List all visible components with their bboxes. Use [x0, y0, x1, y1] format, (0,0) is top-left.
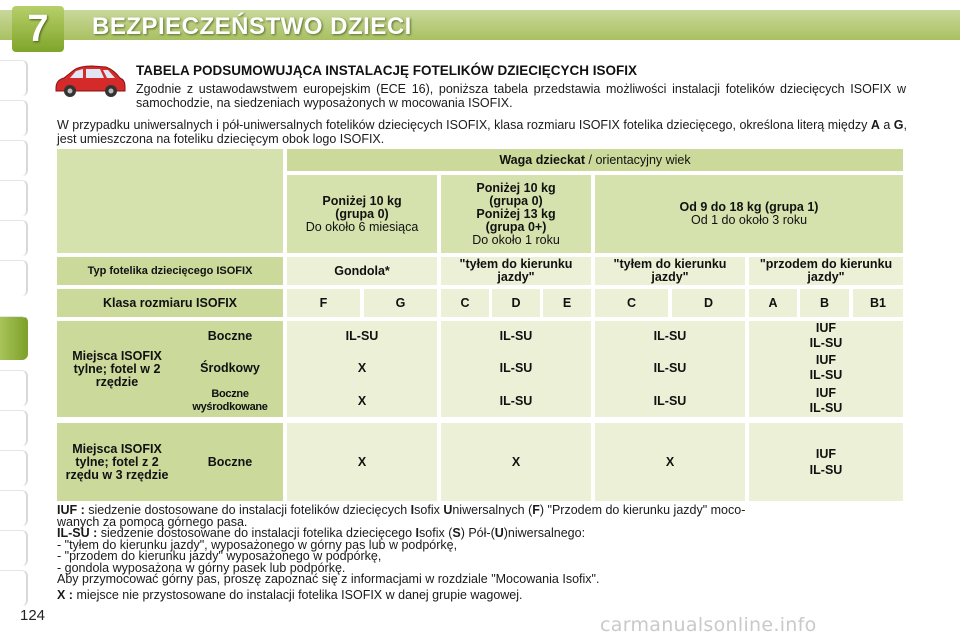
r3-d-iuf: IUF [815, 447, 837, 461]
legend-iuf-text-4: ) "Przodem do kierunku jazdy" moco- [539, 503, 746, 517]
class-g: G [364, 289, 437, 317]
legend-ilsu-key: IL-SU : [57, 526, 98, 540]
row3-label: Miejsca ISOFIX tylne; fotel z 2 rzędu w 3 rzędzie [57, 423, 177, 501]
side-tab-4[interactable] [0, 180, 28, 216]
row2-label: Miejsca ISOFIX tylne; fotel w 2 rzędzie [57, 321, 177, 417]
weight-header-rest: / orientacyjny wiek [585, 152, 691, 167]
class-a: A [749, 289, 797, 317]
class-f: F [287, 289, 360, 317]
class-b1: B1 [853, 289, 903, 317]
r2-center-a: X [357, 360, 367, 375]
side-tab-5[interactable] [0, 220, 28, 256]
r2-center-b: IL-SU [499, 360, 533, 375]
legend-ilsu-text-2: sofix ( [419, 526, 453, 540]
row3-seat: Boczne [177, 423, 283, 501]
chapter-side-tabs [0, 60, 30, 620]
type-gondola: Gondola* [287, 257, 437, 285]
r2-side-d-iuf: IUF [815, 321, 837, 335]
weight-header-bold: Waga dzieckat [499, 152, 586, 167]
group-a-line-2: (grupa 0) [335, 206, 389, 221]
side-tab-9[interactable] [0, 410, 28, 446]
para-mid: a [879, 118, 894, 132]
side-tab-7-active[interactable] [0, 316, 28, 360]
group-b-line-2: (grupa 0) [489, 193, 543, 208]
chapter-title: BEZPIECZEŃSTWO DZIECI [92, 13, 412, 40]
group-b-line-1: Poniżej 10 kg [476, 180, 556, 195]
r3-c: X [595, 423, 745, 501]
r2-center-d [749, 353, 903, 383]
side-tab-10[interactable] [0, 450, 28, 486]
side-tab-1[interactable] [0, 60, 28, 96]
para-letter-g: G [893, 118, 904, 132]
r2-sidecenter-c: IL-SU [653, 393, 687, 408]
legend-bullet-1: - "tyłem do kierunku jazdy", wyposażonego w górny pas lub w podpórkę, [57, 537, 458, 552]
r3-d [749, 423, 903, 501]
legend-iuf-text-2: sofix [414, 503, 444, 517]
group-c-line-2: Od 1 do około 3 roku [690, 213, 808, 227]
type-label: Typ fotelika dziecięcego ISOFIX [57, 257, 283, 285]
class-e: E [543, 289, 591, 317]
legend-bullet-3: - gondola wyposażona w górny pasek lub podpórkę. [57, 560, 346, 575]
type-rear-facing-1: "tyłem do kierunku jazdy" [441, 257, 591, 285]
legend-note: Aby przymocować górny pas, proszę zapoznać się z informacjami w rozdziale "Mocowania Isofix". [57, 572, 600, 586]
group-a-line-3: Do około 6 miesiąca [305, 219, 419, 234]
group-c-line-1: Od 9 do 18 kg (grupa 1) [679, 200, 819, 214]
r2-side-b: IL-SU [499, 328, 533, 343]
side-tab-6[interactable] [0, 260, 28, 296]
side-tab-2[interactable] [0, 100, 28, 136]
legend-bullet-2: - "przodem do kierunku jazdy" wyposażonego w podpórkę, [57, 549, 382, 563]
r2-sidecenter-b: IL-SU [499, 393, 533, 408]
legend-iuf-key: IUF : [57, 503, 85, 517]
type-forward-facing: "przodem do kierunku jazdy" [749, 257, 903, 285]
class-d-1: D [492, 289, 540, 317]
r2-sidecenter-d [749, 385, 903, 417]
legend-ilsu-text-4: )niwersalnego: [503, 526, 586, 540]
legend [57, 505, 907, 601]
seat-side-center: Boczne wyśrodkowane [192, 388, 268, 413]
group-header-c [595, 175, 903, 253]
legend-iuf-text-3: niwersalnych ( [452, 503, 533, 517]
legend-ilsu-text-1: siedzenie dostosowane do instalacji fotelika dziecięcego [97, 526, 416, 540]
weight-header [287, 149, 903, 171]
seat-center: Środkowy [200, 360, 260, 375]
chapter-badge: 7 [12, 6, 64, 52]
para-letter-a: A [870, 118, 880, 132]
r3-b: X [441, 423, 591, 501]
r2-sidecenter-d-ilsu: IL-SU [809, 401, 843, 415]
side-tab-11[interactable] [0, 490, 28, 526]
isofix-class-paragraph [57, 118, 907, 146]
side-tab-13[interactable] [0, 570, 28, 606]
r2-center-d-iuf: IUF [815, 353, 837, 367]
legend-iuf-i: I [410, 503, 415, 517]
table-corner [57, 149, 283, 253]
watermark: carmanualsonline.info [600, 614, 817, 636]
class-label: Klasa rozmiaru ISOFIX [57, 289, 283, 317]
legend-x [57, 587, 907, 602]
legend-ilsu-i: I [415, 526, 420, 540]
group-b-line-5: Do około 1 roku [472, 232, 560, 247]
seat-side: Boczne [207, 328, 253, 343]
legend-x-text: miejsce nie przystosowane do instalacji fotelika ISOFIX w danej grupie wagowej. [72, 587, 523, 602]
legend-iuf-u: U [443, 503, 453, 517]
page-number: 124 [20, 607, 46, 624]
group-b-line-4: (grupa 0+) [485, 219, 547, 234]
legend-iuf-f: F [532, 503, 540, 517]
r2-center-d-ilsu: IL-SU [809, 368, 843, 382]
page-header [0, 0, 960, 54]
section-title: TABELA PODSUMOWUJĄCA INSTALACJĘ FOTELIKÓW DZIECIĘCYCH ISOFIX [136, 63, 638, 78]
r3-d-ilsu: IL-SU [809, 463, 843, 477]
r3-a: X [287, 423, 437, 501]
r2-center-c: IL-SU [653, 360, 687, 375]
para-part-2: , jest umieszczona na foteliku dziecięcym obok logo ISOFIX. [57, 118, 907, 146]
intro-text: Zgodnie z ustawodawstwem europejskim (ECE 16), poniższa tabela przedstawia możliwości instalacji fotelików dziecięcych ISOFIX w samochodzie, na siedzeniach wyposażonych w mocowania ISOFIX. [136, 82, 906, 110]
legend-iuf-line2: wanych za pomocą górnego pasa. [57, 514, 248, 529]
side-tab-12[interactable] [0, 530, 28, 566]
side-tab-8[interactable] [0, 370, 28, 406]
r2-side-a: IL-SU [345, 328, 379, 343]
legend-iuf-text-1: siedzenie dostosowane do instalacji fotelików dziecięcych [84, 503, 411, 517]
group-header-a [287, 175, 437, 253]
r2-side-d-ilsu: IL-SU [809, 336, 843, 350]
r2-side-d [749, 321, 903, 351]
para-part-1: W przypadku uniwersalnych i pół-uniwersalnych fotelików dziecięcych ISOFIX, klasa rozmiaru ISOFIX fotelika dziecięcego, określona literą między [57, 118, 871, 132]
car-icon [52, 62, 128, 100]
group-b-line-3: Poniżej 13 kg [476, 206, 556, 221]
class-c-1: C [441, 289, 489, 317]
legend-ilsu-u: U [494, 526, 504, 540]
group-header-b [441, 175, 591, 253]
r2-sidecenter-d-iuf: IUF [815, 386, 837, 400]
type-rear-facing-2: "tyłem do kierunku jazdy" [595, 257, 745, 285]
legend-x-key: X : [57, 587, 73, 602]
class-c-2: C [595, 289, 668, 317]
legend-ilsu-text-3: ) Pół-( [460, 526, 495, 540]
class-b: B [800, 289, 849, 317]
group-a-line-1: Poniżej 10 kg [322, 193, 402, 208]
r2-sidecenter-a: X [357, 393, 367, 408]
legend-ilsu-s: S [452, 526, 461, 540]
r2-side-c: IL-SU [653, 328, 687, 343]
side-tab-3[interactable] [0, 140, 28, 176]
class-d-2: D [672, 289, 745, 317]
